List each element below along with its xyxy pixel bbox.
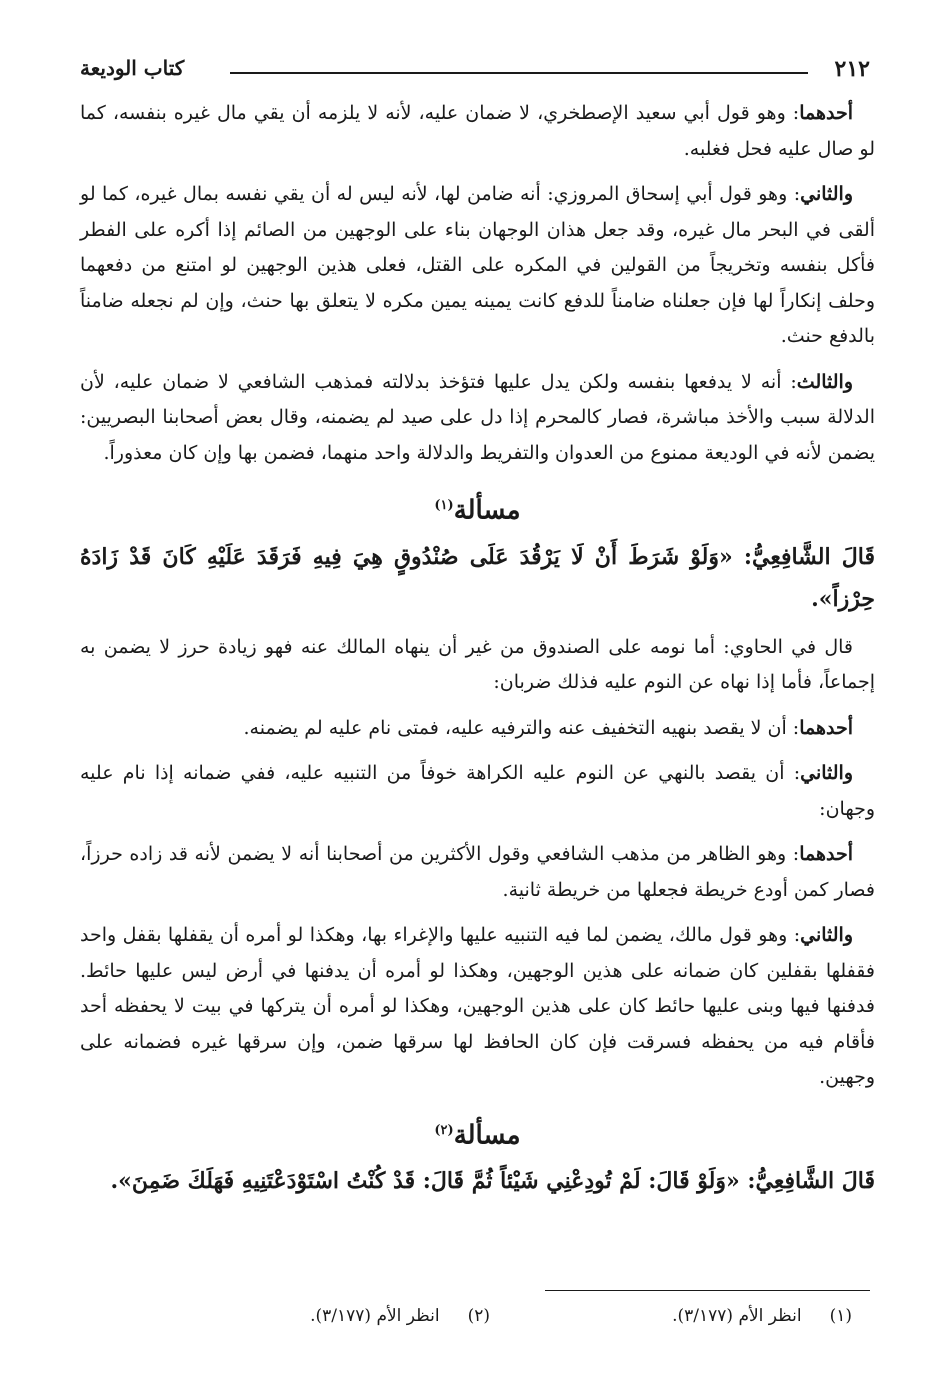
footnote-number: (١)	[829, 1306, 852, 1326]
paragraph-case-1	[80, 711, 875, 747]
quote-text: «وَلَوْ قَالَ: لَمْ تُودِعْنِي شَيْئاً ثُمَّ قَالَ: قَدْ كُنْتُ اسْتَوْدَعْتَنِيهِ فَهَلَكَ ضَمِنَ».	[110, 1168, 740, 1195]
quote-speaker: قَالَ الشَّافِعِيُّ:	[743, 543, 875, 570]
book-title: كتاب الوديعة	[80, 56, 185, 80]
paragraph-label: أحدهما	[799, 716, 853, 739]
paragraph-label: أحدهما	[799, 843, 853, 866]
footnote-number: (٢)	[467, 1306, 490, 1326]
paragraph-third-opinion	[80, 365, 875, 472]
page-number: ٢١٢	[834, 56, 870, 82]
footnote-2	[310, 1306, 490, 1326]
body-text	[80, 96, 875, 1212]
paragraph-text: : وهو قول أبي إسحاق المروزي: أنه ضامن لها، لأنه ليس له أن يقي نفسه بمال غيره، كما لو ألقى في البحر مال غيره، وقد جعل هذان الوجهان بناء على الوجهين من الصائم إذا أكره على الفطر فأكل بنفسه وتخريجاً من القولين في المكره على القتل، فعلى هذين الوجهين لو امتنع من دفعهما وحلف إنكاراً لها فإن جعلناه ضامناً للدفع كانت يمينه يمين مكره لا يتعلق بها حنث، وإن لم نجعله ضامناً بالدفع حنث.	[80, 183, 875, 347]
paragraph-second-opinion	[80, 177, 875, 355]
paragraph-text: : وهو الظاهر من مذهب الشافعي وقول الأكثرين من أصحابنا أنه لا يضمن لأنه قد زاده حرزاً، فصار كمن أودع خريطة فجعلها من خريطة ثانية.	[80, 843, 875, 901]
paragraph-text: : أن لا يقصد بنهيه التخفيف عنه والترفيه عليه، فمتى نام عليه لم يضمنه.	[243, 716, 800, 739]
paragraph-aspect-1	[80, 837, 875, 908]
footnotes	[70, 1300, 870, 1330]
paragraph-label: والثالث	[796, 370, 853, 393]
footnote-divider	[545, 1290, 870, 1291]
footnote-1	[672, 1306, 852, 1326]
page-header	[80, 50, 870, 90]
shafii-quote-1	[80, 536, 875, 620]
quote-speaker: قَالَ الشَّافِعِيُّ:	[747, 1168, 875, 1195]
paragraph-text: : وهو قول مالك، يضمن لما فيه التنبيه عليها والإغراء بها، وهكذا لو أمره أن يقفلها بقفل واحد فقفلها بقفلين كان ضمانه على هذين الوجهين، وهكذا لو أمره أن يدفنها في أرض ليس عليها حائط. فدفنها فيها وبنى عليها حائط كان على هذين الوجهين، وهكذا لو أمره أن يتركها في بيت لا يحفظه أحد فأقام فيه من يحفظه فسرقت فإن كان الحافظ لها سرقها ضمن، وإن سرقها غيره فضمانه على وجهين.	[80, 924, 875, 1089]
heading-text: مسألة	[453, 1120, 521, 1151]
paragraph-text: : وهو قول أبي سعيد الإصطخري، لا ضمان عليه، لأنه لا يلزمه أن يقي مال غيره بنفسه، كما لو صال عليه فحل فغلبه.	[80, 102, 875, 160]
paragraph-label: والثاني	[800, 183, 853, 205]
section-heading-2	[80, 1112, 875, 1155]
heading-text: مسألة	[453, 495, 521, 526]
footnote-text: انظر الأم (٣/١٧٧).	[672, 1306, 802, 1326]
paragraph-first-opinion	[80, 96, 875, 167]
paragraph-case-2	[80, 756, 875, 827]
paragraph-aspect-2	[80, 918, 875, 1096]
footnote-text: انظر الأم (٣/١٧٧).	[310, 1306, 440, 1326]
footnote-ref-1[interactable]: (١)	[434, 498, 454, 513]
header-rule	[230, 72, 808, 74]
section-heading-1	[80, 487, 875, 530]
paragraph-text: قال في الحاوي: أما نومه على الصندوق من غير أن ينهاه المالك عنه فهو زيادة حرز لا يضمن به إجماعاً، فأما إذا نهاه عن النوم عليه فذلك ضربان:	[80, 635, 875, 694]
paragraph-text: : أن يقصد بالنهي عن النوم عليه الكراهة خوفاً من التنبيه عليه، ففي ضمانه إذا نام عليه وجهان:	[80, 762, 875, 820]
footnote-ref-2[interactable]: (٢)	[434, 1122, 454, 1138]
shafii-quote-2	[80, 1160, 875, 1202]
paragraph-text: : أنه لا يدفعها بنفسه ولكن يدل عليها فتؤخذ بدلالته فمذهب الشافعي لا ضمان عليه، لأن الدلالة سبب والأخذ مباشرة، فصار كالمحرم إذا دل على صيد لم يضمنه، وقال بعض أصحابنا البصريين: يضمن لأنه في الوديعة ممنوع من العدوان والتفريط والدلالة واحد منهما، فضمن بها وإن كان معذوراً.	[80, 370, 875, 464]
paragraph-label: والثاني	[800, 924, 853, 947]
paragraph-label: والثاني	[800, 762, 853, 785]
paragraph-hawi-intro	[80, 630, 875, 701]
quote-text: «وَلَوْ شَرَطَ أَنْ لَا يَرْقُدَ عَلَى صُنْدُوقٍ هِيَ فِيهِ فَرَقَدَ عَلَيْهِ كَانَ قَدْ زَادَهُ حِرْزاً».	[80, 543, 875, 612]
paragraph-label: أحدهما	[799, 102, 853, 124]
